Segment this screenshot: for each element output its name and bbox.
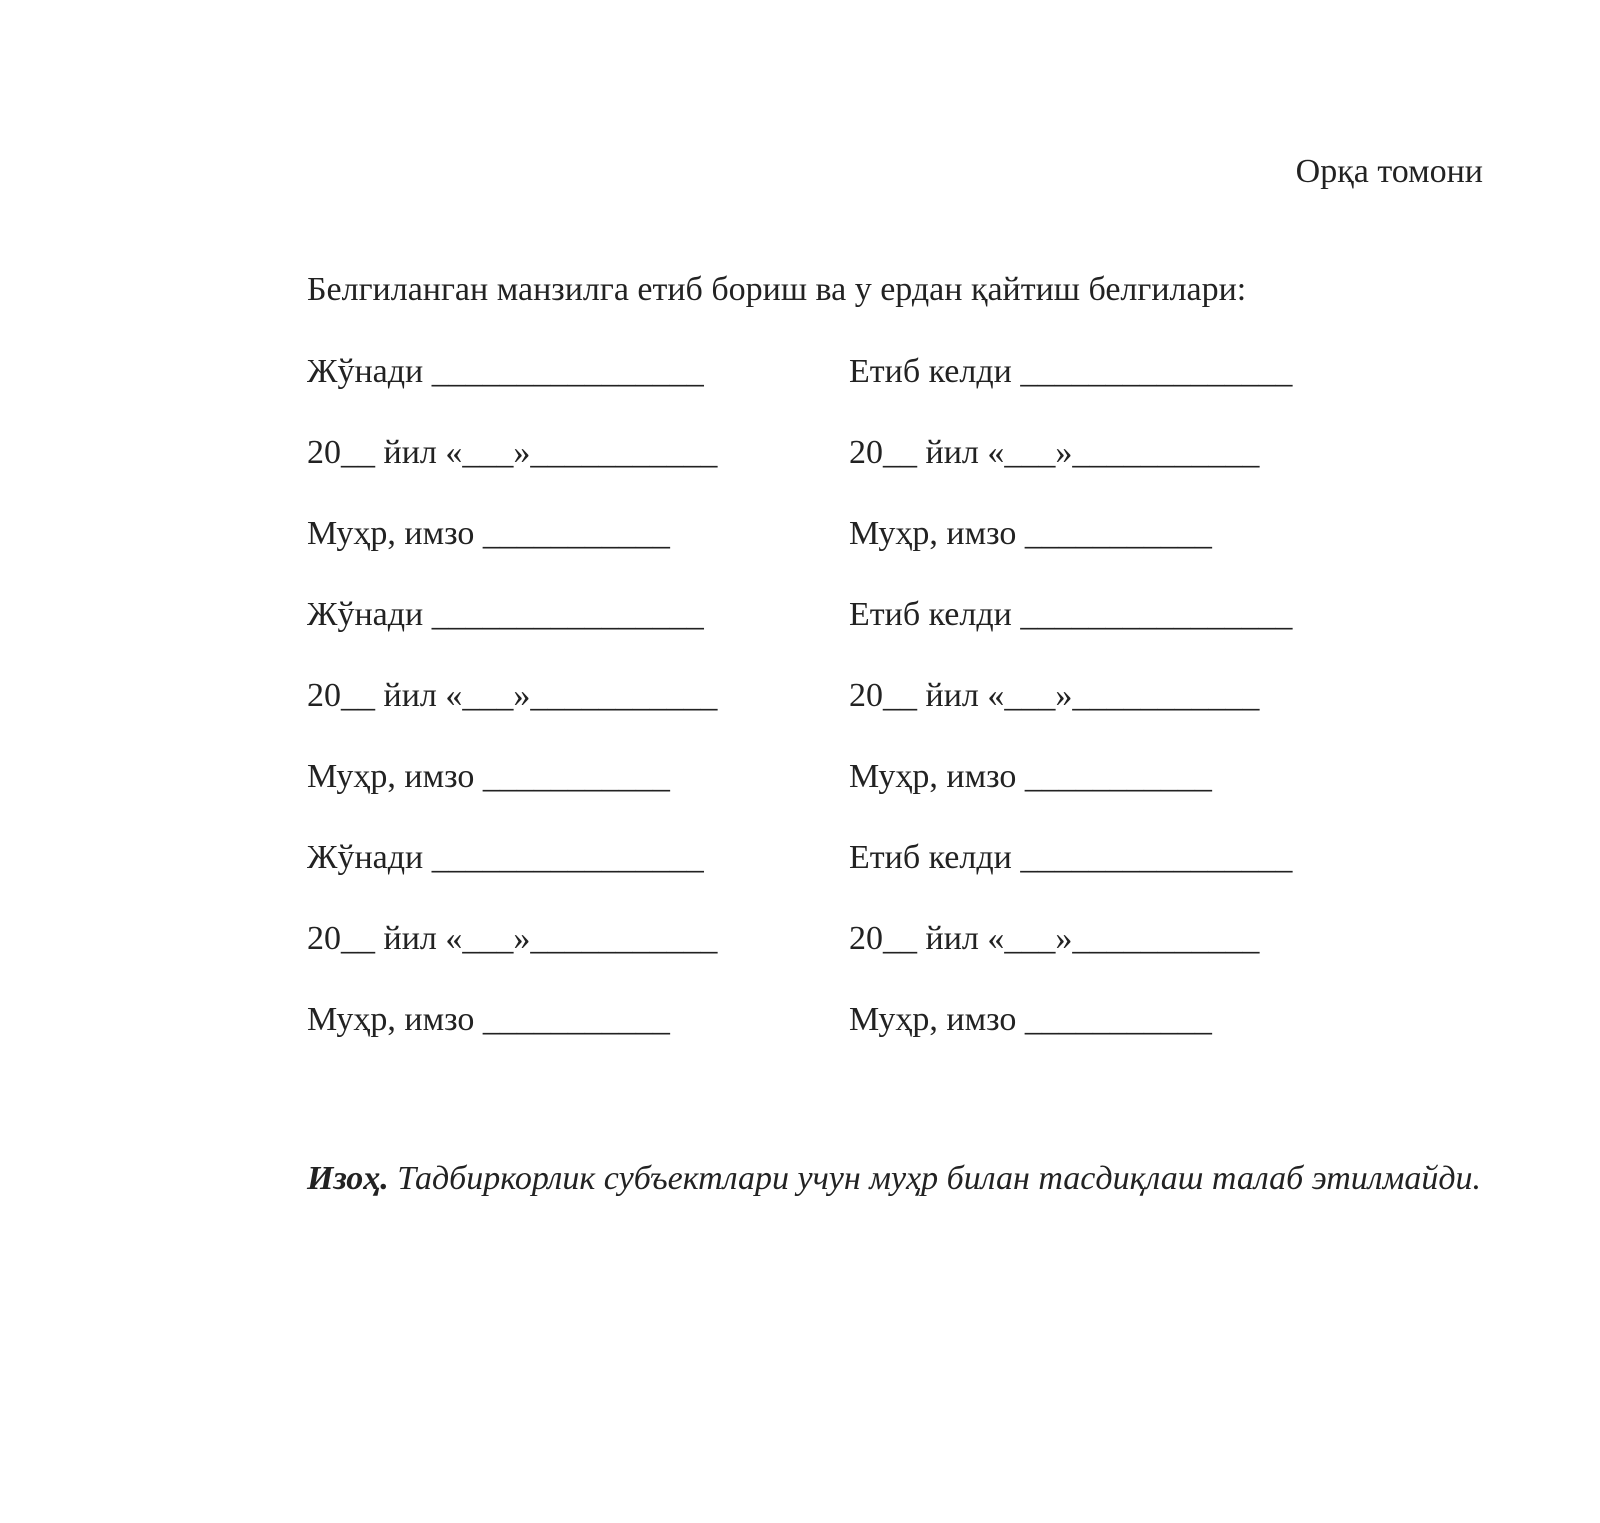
date-field: 20__ йил «___»___________	[849, 677, 1260, 714]
mark-row	[307, 431, 1307, 512]
stamp-signature-field: Муҳр, имзо ___________	[307, 758, 670, 795]
stamp-signature-field: Муҳр, имзо ___________	[849, 1001, 1212, 1038]
footnote	[229, 1158, 1492, 1200]
footnote-lead: Изоҳ.	[307, 1160, 389, 1197]
date-field: 20__ йил «___»___________	[849, 434, 1260, 471]
mark-row	[307, 998, 1307, 1079]
departure-field: Жўнади ________________	[307, 596, 704, 633]
page-side-label: Орқа томони	[1295, 153, 1483, 190]
mark-row	[307, 674, 1307, 755]
stamp-signature-field: Муҳр, имзо ___________	[307, 515, 670, 552]
mark-row	[307, 512, 1307, 593]
footnote-text: Тадбиркорлик субъектлари учун муҳр билан тасдиқлаш талаб этилмайди.	[388, 1160, 1482, 1197]
stamp-signature-field: Муҳр, имзо ___________	[307, 1001, 670, 1038]
form-heading: Белгиланган манзилга етиб бориш ва у ердан қайтиш белгилари:	[307, 271, 1247, 308]
date-field: 20__ йил «___»___________	[307, 434, 718, 471]
stamp-signature-field: Муҳр, имзо ___________	[849, 758, 1212, 795]
date-field: 20__ йил «___»___________	[307, 920, 718, 957]
date-field: 20__ йил «___»___________	[849, 920, 1260, 957]
mark-row	[307, 917, 1307, 998]
arrival-field: Етиб келди ________________	[849, 596, 1293, 633]
arrival-field: Етиб келди ________________	[849, 353, 1293, 390]
date-field: 20__ йил «___»___________	[307, 677, 718, 714]
marks-table	[307, 350, 1307, 1079]
departure-field: Жўнади ________________	[307, 353, 704, 390]
departure-field: Жўнади ________________	[307, 839, 704, 876]
mark-row	[307, 836, 1307, 917]
arrival-field: Етиб келди ________________	[849, 839, 1293, 876]
mark-row	[307, 755, 1307, 836]
mark-row	[307, 593, 1307, 674]
mark-row	[307, 350, 1307, 431]
stamp-signature-field: Муҳр, имзо ___________	[849, 515, 1212, 552]
